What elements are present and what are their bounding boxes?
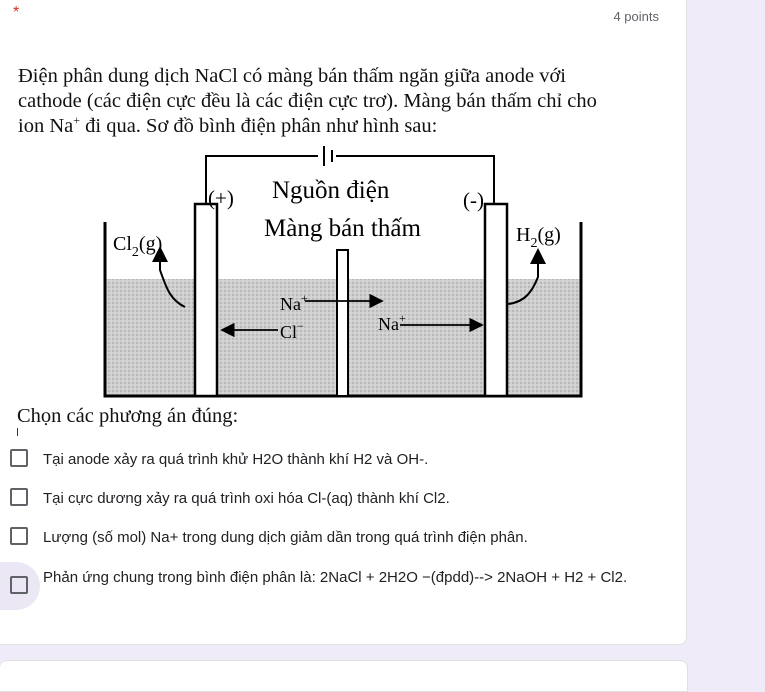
- na-ion-right-charge: +: [399, 311, 406, 325]
- option-4[interactable]: [10, 567, 633, 594]
- anode-electrode: [195, 204, 217, 396]
- points-label: 4 points: [613, 9, 659, 24]
- option-3[interactable]: [10, 527, 643, 548]
- membrane: [337, 250, 348, 396]
- checkbox-4[interactable]: [10, 576, 28, 594]
- cl2-formula: Cl: [113, 233, 132, 255]
- option-1[interactable]: [10, 449, 643, 470]
- required-asterisk: *: [13, 4, 20, 21]
- cl-ion-symbol: Cl: [280, 322, 298, 342]
- checkbox-3[interactable]: [10, 527, 28, 545]
- cathode-sign: (-): [463, 188, 484, 212]
- option-2[interactable]: [10, 488, 643, 509]
- page-background: [688, 0, 765, 678]
- question-line-3-post: đi qua. Sơ đồ bình điện phân như hình sau:: [80, 115, 438, 137]
- h2-state: (g): [537, 224, 561, 246]
- h2-formula: H: [516, 224, 531, 246]
- cl2-state: (g): [138, 233, 163, 255]
- question-line-1: Điện phân dung dịch NaCl có màng bán thấm ngăn giữa anode với: [18, 65, 566, 87]
- option-3-label[interactable]: Lượng (số mol) Na+ trong dung dịch giảm dần trong quá trình điện phân.: [43, 529, 528, 546]
- option-4-label[interactable]: Phản ứng chung trong bình điện phân là: 2NaCl + 2H2O −(đpdd)--> 2NaOH + H2 + Cl2.: [43, 569, 628, 586]
- na-ion-left-charge: +: [301, 291, 308, 305]
- anode-sign: (+): [208, 186, 234, 210]
- question-line-3-pre: ion Na: [18, 115, 74, 137]
- na-ion-right-symbol: Na: [378, 314, 399, 334]
- electrolysis-diagram: [100, 142, 590, 398]
- h2-label: [516, 224, 561, 251]
- h2-subscript: 2: [530, 236, 538, 251]
- power-source-label: Nguồn điện: [272, 177, 390, 204]
- checkbox-2[interactable]: [10, 488, 28, 506]
- answer-prompt: Chọn các phương án đúng:: [17, 405, 239, 427]
- cl2-subscript: 2: [131, 245, 139, 260]
- na-ion-left-symbol: Na: [280, 294, 301, 314]
- membrane-label: Màng bán thấm: [264, 215, 421, 242]
- checkbox-1[interactable]: [10, 449, 28, 467]
- next-question-card: [0, 660, 688, 692]
- question-line-2: cathode (các điện cực đều là các điện cực trơ). Màng bán thấm chỉ cho: [18, 90, 597, 112]
- cl2-label: [113, 233, 162, 260]
- text-cursor: [17, 428, 18, 436]
- question-text: [18, 64, 658, 139]
- cl-ion-charge: −: [297, 319, 304, 333]
- question-line-3-sup: +: [73, 113, 81, 128]
- option-1-label[interactable]: Tại anode xảy ra quá trình khử H2O thành khí H2 và OH-.: [43, 451, 429, 468]
- cathode-electrode: [485, 204, 507, 396]
- option-2-label[interactable]: Tại cực dương xảy ra quá trình oxi hóa Cl-(aq) thành khí Cl2.: [43, 490, 450, 507]
